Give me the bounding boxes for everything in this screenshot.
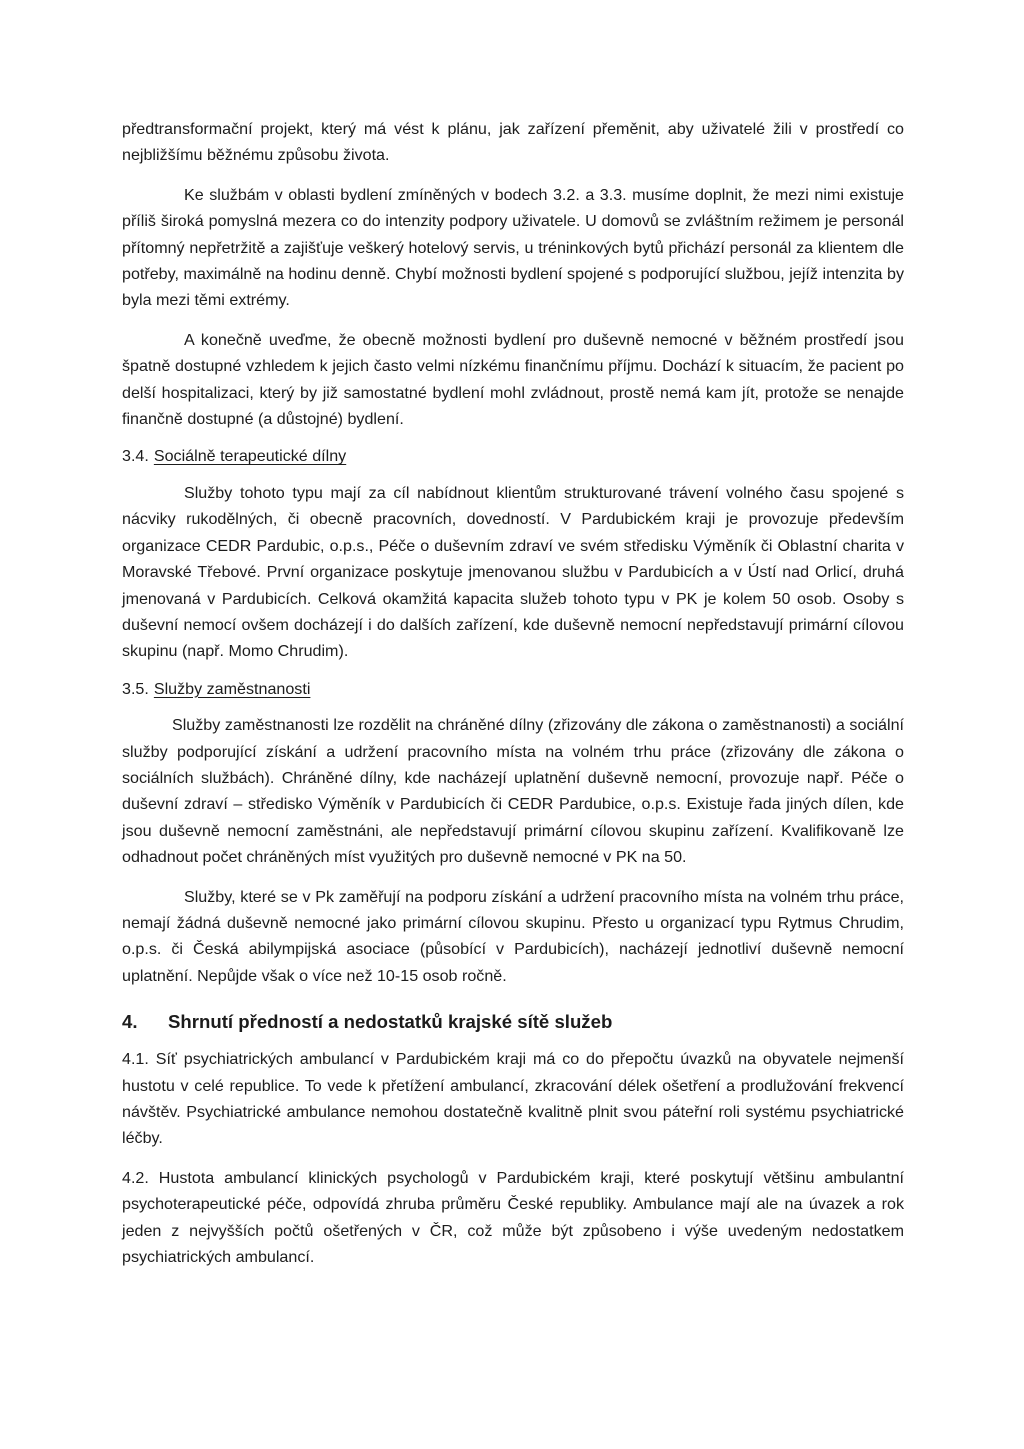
subsection-number: 3.5. (122, 679, 149, 698)
paragraph-housing-affordability: A konečně uveďme, že obecně možnosti bydlení pro duševně nemocné v běžném prostředí jsou špatně dostupné vzhledem k jejich často velmi nízkému finančnímu příjmu. Dochází k situacím, že pacient po delší hospitalizaci, který by již samostatné bydlení mohl zvládnout, prostě nemá kam jít, protože se nenajde finančně dostupné (a důstojné) bydlení. (122, 330, 904, 429)
paragraph-summary-4-1: 4.1. Síť psychiatrických ambulancí v Pardubickém kraji má co do přepočtu úvazků na obyvatele nejmenší hustotu v celé republice. To vede k přetížení ambulancí, zkracování délek ošetření a prodlužování frekvencí návštěv. Psychiatrické ambulance nemohou dostatečně kvalitně plnit svou páteřní roli systému psychiatrické léčby. (122, 1050, 904, 1148)
subsection-heading-3-5 (122, 676, 904, 702)
subsection-heading-3-4 (122, 443, 904, 469)
section-number: 4. (122, 1011, 138, 1033)
paragraph-employment-services: Služby zaměstnanosti lze rozdělit na chráněné dílny (zřizovány dle zákona o zaměstnanosti) a sociální služby podporující získání a udržení pracovního místa na volném trhu práce (zřizovány dle zákona o sociálních službách). Chráněné dílny, kde nacházejí uplatnění duševně nemocní, provozuje např. Péče o duševní zdraví – středisko Výměník v Pardubicích či CEDR Pardubice, o.p.s. Existuje řada jiných dílen, kde jsou duševně nemocní zaměstnáni, ale nepředstavují primární cílovou skupinu zařízení. Kvalifikovaně lze odhadnout počet chráněných míst využitých pro duševně nemocné v PK na 50. (122, 716, 904, 867)
paragraph-therapeutic-workshops: Služby tohoto typu mají za cíl nabídnout klientům strukturované trávení volného času spojené s nácviky rukodělných, či obecně pracovních, dovedností. V Pardubickém kraji je provozuje především organizace CEDR Pardubic, o.p.s., Péče o duševním zdraví ve svém středisku Výměník či Oblastní charita v Moravské Třebové. První organizace poskytuje jmenovanou službu v Pardubicích a v Ústí nad Orlicí, druhá jmenovaná v Pardubicích. Celková okamžitá kapacita služeb tohoto typu v PK je kolem 50 osob. Osoby s duševní nemocí ovšem docházejí i do dalších zařízení, kde duševně nemocní nepředstavují primární cílovou skupinu (např. Momo Chrudim). (122, 483, 904, 661)
section-title: Shrnutí předností a nedostatků krajské sítě služeb (168, 1011, 613, 1033)
paragraph-intro: předtransformační projekt, který má vést k plánu, jak zařízení přeměnit, aby uživatelé žili v prostředí co nejbližšímu běžnému způsobu života. (122, 120, 904, 165)
paragraph-summary-4-2: 4.2. Hustota ambulancí klinických psychologů v Pardubickém kraji, které poskytují většinu ambulantní psychoterapeutické péče, odpovídá zhruba průměru České republiky. Ambulance mají ale na úvazek a rok jeden z nejvyšších počtů ošetřených v ČR, což může být způsobeno i výše uvedeným nedostatkem psychiatrických ambulancí. (122, 1168, 904, 1267)
subsection-number: 3.4. (122, 447, 149, 466)
document-body (122, 116, 904, 1270)
paragraph-housing-gap: Ke službám v oblasti bydlení zmíněných v bodech 3.2. a 3.3. musíme doplnit, že mezi nimi existuje příliš široká pomyslná mezera co do intenzity podpory uživatele. U domovů se zvláštním režimem je personál přítomný nepřetržitě a zajišťuje veškerý hotelový servis, u tréninkových bytů přichází personál za klientem dle potřeby, maximálně na hodinu denně. Chybí možnosti bydlení spojené s podporující službou, jejíž intenzita by byla mezi těmi extrémy. (122, 185, 904, 310)
subsection-title: Sociálně terapeutické dílny (153, 447, 347, 466)
subsection-title: Služby zaměstnanosti (153, 679, 311, 698)
paragraph-employment-support: Služby, které se v Pk zaměřují na podporu získání a udržení pracovního místa na volném trhu práce, nemají žádná duševně nemocné jako primární cílovou skupinu. Přesto u organizací typu Rytmus Chrudim, o.p.s. či Česká abilympijská asociace (působící v Pardubicích), nacházejí jednotliví duševně nemocní uplatnění. Nepůjde však o více než 10-15 osob ročně. (122, 887, 904, 985)
section-heading-4 (122, 1009, 904, 1035)
